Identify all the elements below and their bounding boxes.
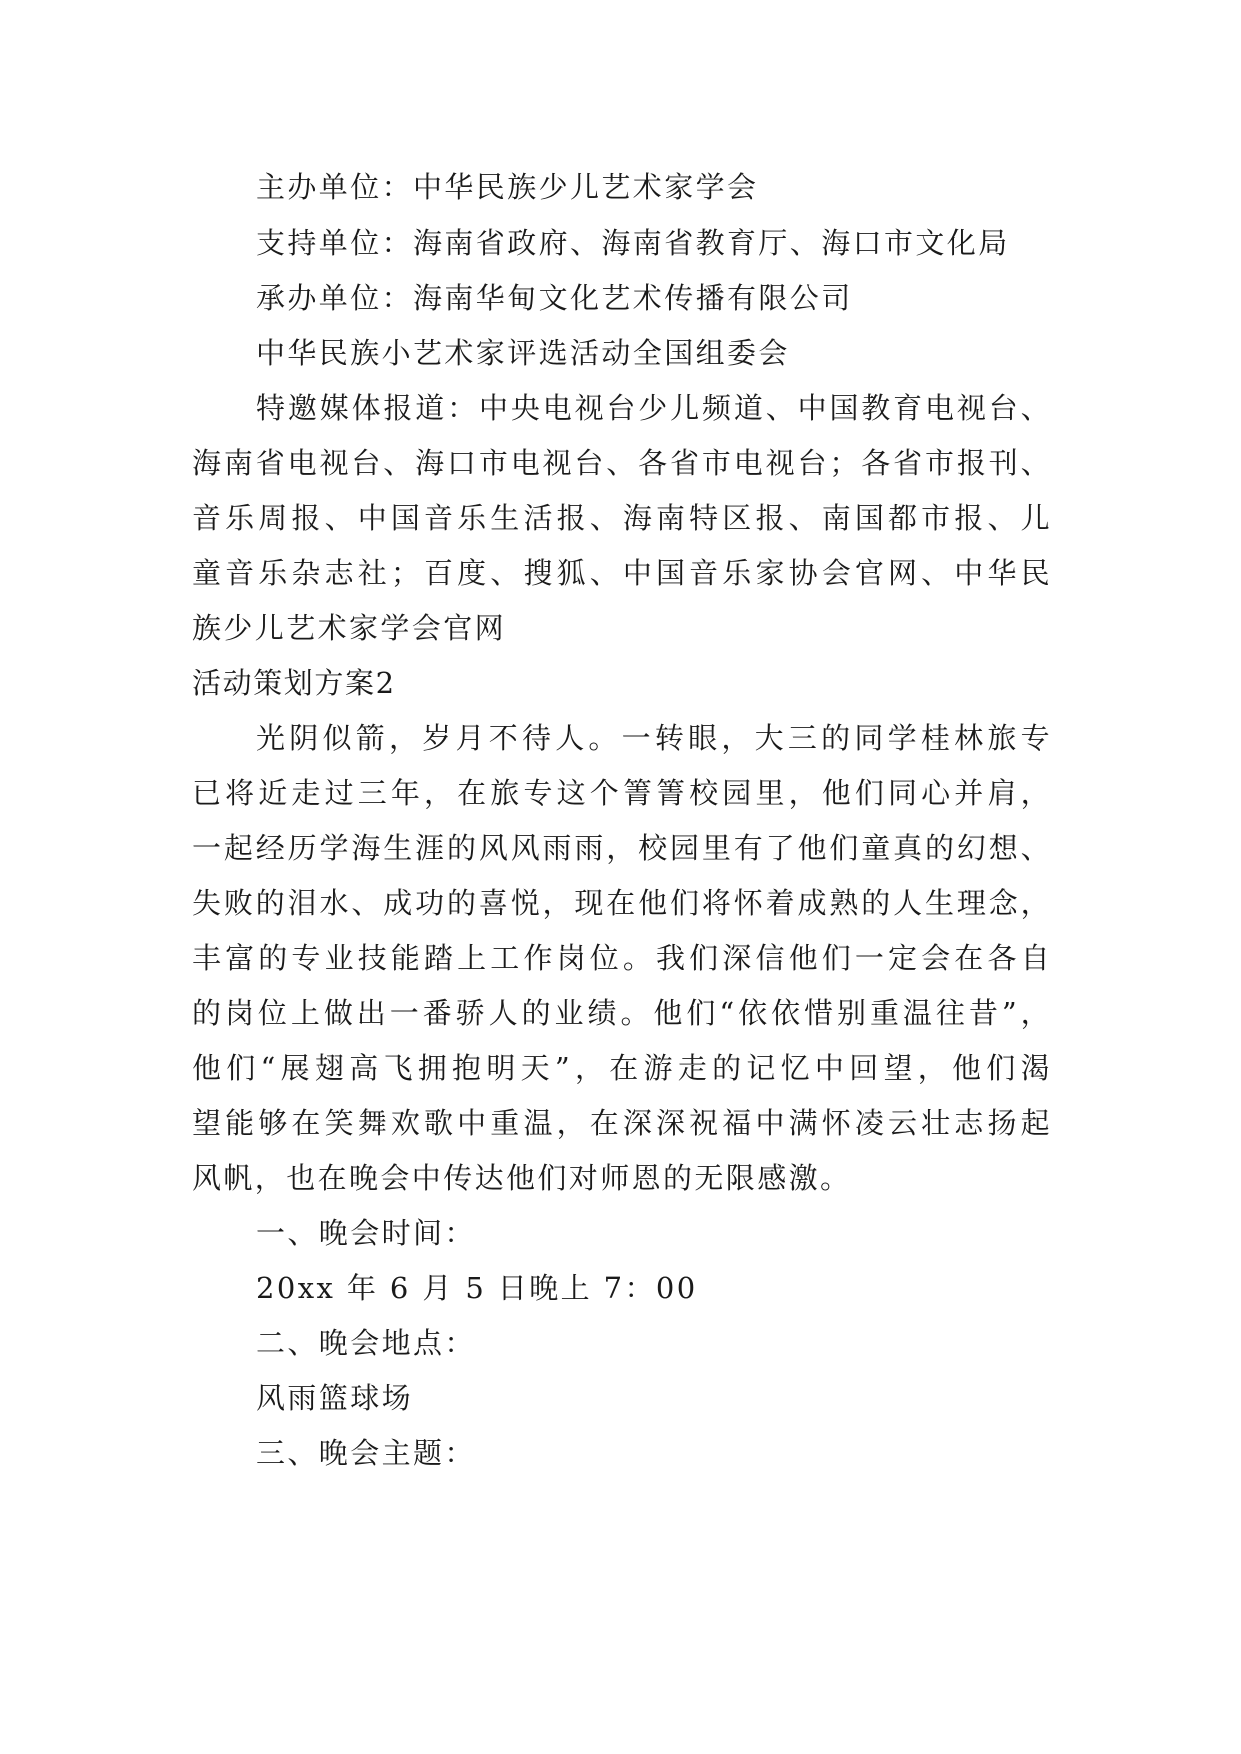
committee-line: 中华民族小艺术家评选活动全国组委会 <box>256 336 790 370</box>
supporter-line: 支持单位：海南省政府、海南省教育厅、海口市文化局 <box>256 226 1010 260</box>
paragraph-line-2: 已将近走过三年，在旅专这个箐箐校园里，他们同心并肩， <box>192 776 1052 810</box>
paragraph-line-5: 丰富的专业技能踏上工作岗位。我们深信他们一定会在各自 <box>192 941 1052 975</box>
party-time-heading: 一、晚会时间： <box>256 1216 476 1250</box>
party-venue-value: 风雨篮球场 <box>256 1381 414 1415</box>
paragraph-line-4: 失败的泪水、成功的喜悦，现在他们将怀着成熟的人生理念， <box>192 886 1052 920</box>
paragraph-line-6: 的岗位上做出一番骄人的业绩。他们“依依惜别重温往昔”， <box>192 996 1052 1030</box>
party-venue-heading: 二、晚会地点： <box>256 1326 476 1360</box>
organizer-line: 主办单位：中华民族少儿艺术家学会 <box>256 170 759 204</box>
party-time-value: 20xx 年 6 月 5 日晚上 7：00 <box>256 1271 698 1305</box>
paragraph-line-9: 风帆，也在晚会中传达他们对师恩的无限感激。 <box>192 1161 852 1195</box>
undertaker-line: 承办单位：海南华甸文化艺术传播有限公司 <box>256 281 853 315</box>
paragraph-line-7: 他们“展翅高飞拥抱明天”，在游走的记忆中回望，他们渴 <box>192 1051 1052 1085</box>
media-line-4: 童音乐杂志社；百度、搜狐、中国音乐家协会官网、中华民 <box>192 556 1052 590</box>
media-line-1: 特邀媒体报道：中央电视台少儿频道、中国教育电视台、 <box>256 391 1052 425</box>
party-theme-heading: 三、晚会主题： <box>256 1436 476 1470</box>
media-line-2: 海南省电视台、海口市电视台、各省市电视台；各省市报刊、 <box>192 446 1052 480</box>
section-heading: 活动策划方案2 <box>192 666 396 700</box>
media-line-3: 音乐周报、中国音乐生活报、海南特区报、南国都市报、儿 <box>192 501 1052 535</box>
paragraph-line-8: 望能够在笑舞欢歌中重温，在深深祝福中满怀凌云壮志扬起 <box>192 1106 1052 1140</box>
media-line-5: 族少儿艺术家学会官网 <box>192 611 507 645</box>
paragraph-line-3: 一起经历学海生涯的风风雨雨，校园里有了他们童真的幻想、 <box>192 831 1052 865</box>
paragraph-line-1: 光阴似箭，岁月不待人。一转眼，大三的同学桂林旅专 <box>256 721 1052 755</box>
